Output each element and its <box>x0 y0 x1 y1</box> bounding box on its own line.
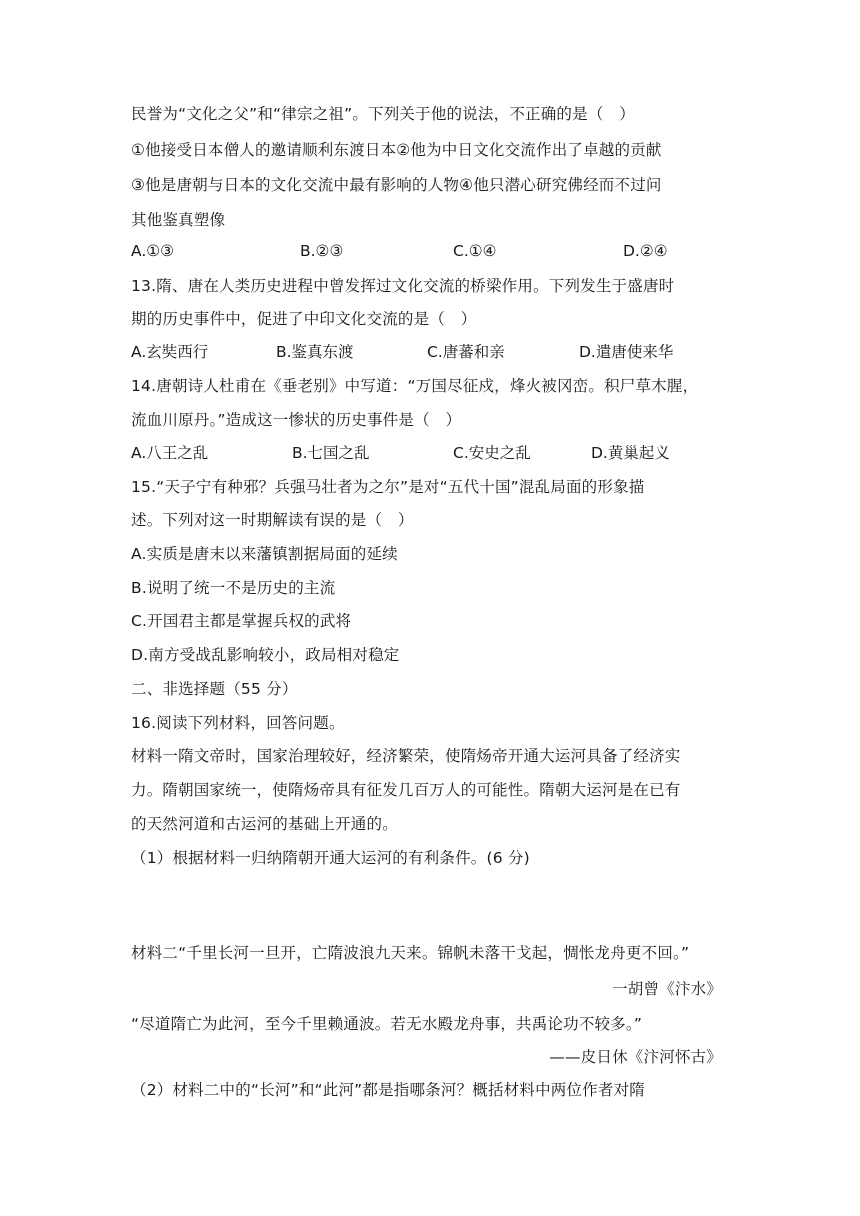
q12-option-d: D.②④ <box>623 242 668 260</box>
q12-text-line-2: ①他接受日本僧人的邀请顺利东渡日本②他为中日文化交流作出了卓越的贡献 <box>131 141 662 159</box>
q13-option-b: B.鉴真东渡 <box>276 343 354 361</box>
q15-option-a: A.实质是唐末以来藩镇割据局面的延续 <box>131 545 398 563</box>
q12-option-b: B.②③ <box>300 242 344 260</box>
q12-text-line-1: 民誉为“文化之父”和“律宗之祖”。下列关于他的说法，不正确的是（ ） <box>131 105 635 123</box>
q12-text-line-4: 其他鉴真塑像 <box>131 211 226 229</box>
q16-material-1-line-2: 力。隋朝国家统一，使隋炀帝具有征发几百万人的可能性。隋朝大运河是在已有 <box>131 781 681 799</box>
q14-option-d: D.黄巢起义 <box>591 444 670 462</box>
q12-text-line-3: ③他是唐朝与日本的文化交流中最有影响的人物④他只潜心研究佛经而不过问 <box>131 176 662 194</box>
q14-text-line-2: 流血川原丹。”造成这一惨状的历史事件是（ ） <box>131 411 462 429</box>
q14-option-c: C.安史之乱 <box>453 444 531 462</box>
q15-option-d: D.南方受战乱影响较小，政局相对稳定 <box>131 646 400 664</box>
q13-option-d: D.遣唐使来华 <box>579 343 674 361</box>
q12-option-a: A.①③ <box>131 242 175 260</box>
section-2-heading: 二、非选择题（55 分） <box>131 680 298 698</box>
q13-text-line-2: 期的历史事件中，促进了中印文化交流的是（ ） <box>131 310 477 328</box>
q14-text-line-1: 14.唐朝诗人杜甫在《垂老别》中写道：“万国尽征戍，烽火被冈峦。积尸草木腥， <box>131 377 699 395</box>
q16-material-1-line-3: 的天然河道和古运河的基础上开通的。 <box>131 815 398 833</box>
q12-options <box>131 239 731 263</box>
q12-option-c: C.①④ <box>453 242 497 260</box>
q16-material-2-line-2: “尽道隋亡为此河，至今千里赖通波。若无水殿龙舟事，共禹论功不较多。” <box>131 1015 643 1033</box>
q14-option-a: A.八王之乱 <box>131 444 209 462</box>
q15-text-line-1: 15.“天子宁有种邪？兵强马壮者为之尔”是对“五代十国”混乱局面的形象描 <box>131 478 645 496</box>
q14-options <box>131 441 731 465</box>
q16-subquestion-1: （1）根据材料一归纳隋朝开通大运河的有利条件。(6 分) <box>131 849 530 867</box>
q16-material-1-line-1: 材料一隋文帝时，国家治理较好，经济繁荣，使隋炀帝开通大运河具备了经济实 <box>131 747 681 765</box>
q13-option-a: A.玄奘西行 <box>131 343 209 361</box>
q16-material-2-attribution-1: 一胡曾《汴水》 <box>612 980 722 998</box>
q16-material-2-line-1: 材料二“千里长河一旦开，亡隋波浪九天来。锦帆未落干戈起，惆怅龙舟更不回。” <box>131 944 690 962</box>
q16-subquestion-2: （2）材料二中的“长河”和“此河”都是指哪条河？概括材料中两位作者对隋 <box>131 1081 645 1099</box>
q15-option-c: C.开国君主都是掌握兵权的武将 <box>131 612 352 630</box>
q16-intro: 16.阅读下列材料，回答问题。 <box>131 714 345 732</box>
q13-text-line-1: 13.隋、唐在人类历史进程中曾发挥过文化交流的桥梁作用。下列发生于盛唐时 <box>131 277 675 295</box>
q13-options <box>131 340 731 364</box>
q15-text-line-2: 述。下列对这一时期解读有误的是（ ） <box>131 511 414 529</box>
q14-option-b: B.七国之乱 <box>292 444 370 462</box>
q13-option-c: C.唐蕃和亲 <box>427 343 505 361</box>
q15-option-b: B.说明了统一不是历史的主流 <box>131 579 336 597</box>
q16-material-2-attribution-2: ——皮日休《汴河怀古》 <box>549 1048 722 1066</box>
